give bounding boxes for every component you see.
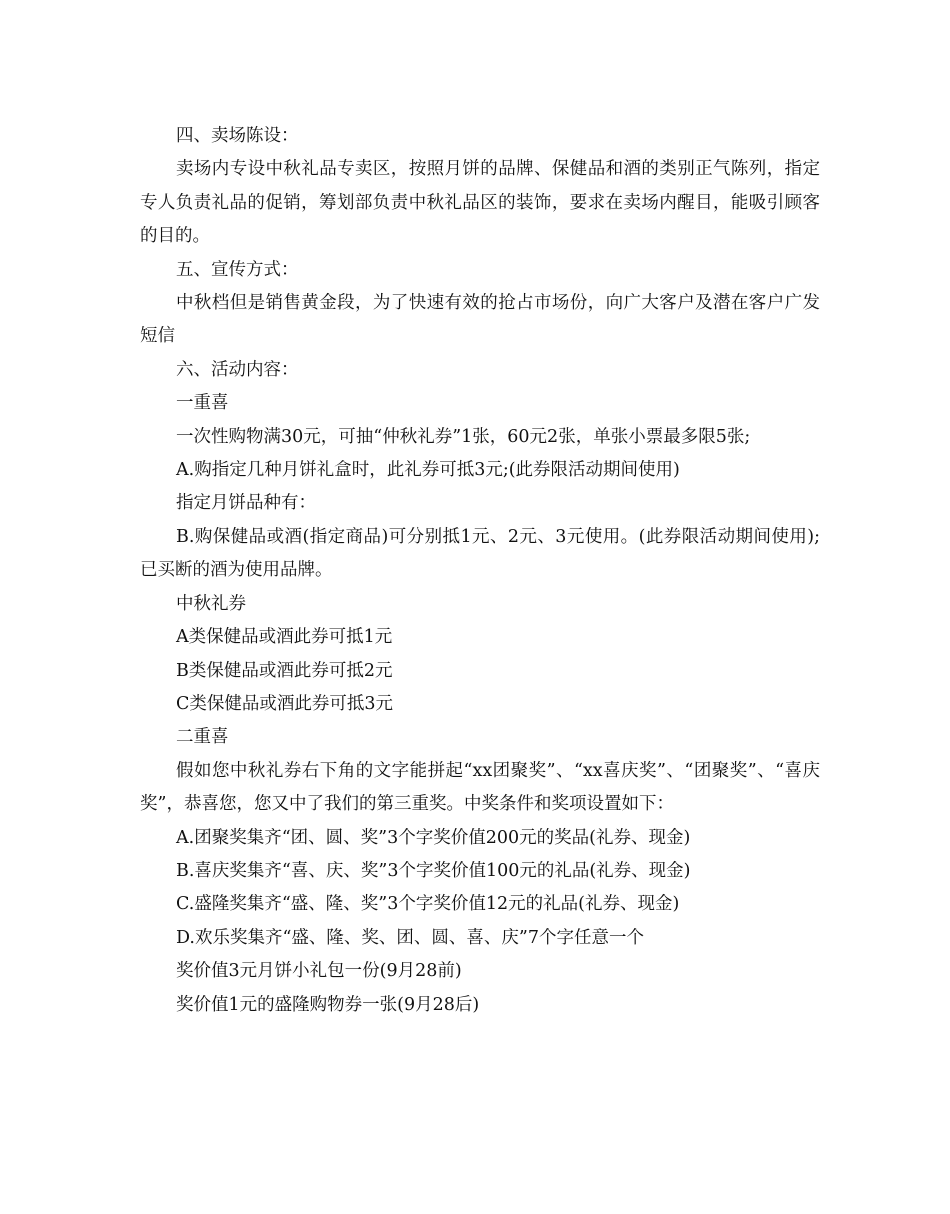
document-body — [140, 120, 820, 1022]
subheading-first-prize: 一重喜 — [176, 393, 229, 414]
section-heading-promotion: 五、宣传方式： — [176, 259, 299, 280]
list-item-voucher-c: C类保健品或酒此券可抵3元 — [176, 693, 394, 714]
subheading-second-prize: 二重喜 — [176, 727, 229, 748]
paragraph-promotion-detail: 中秋档但是销售黄金段，为了快速有效的抢占市场份，向广大客户及潜在客户广发短信 — [140, 293, 820, 347]
list-item-prize-d: D.欢乐奖集齐“盛、隆、奖、团、圆、喜、庆”7个字任意一个 — [176, 927, 644, 948]
paragraph-first-prize-rule: 一次性购物满30元，可抽“仲秋礼券”1张，60元2张，单张小票最多限5张; — [176, 426, 751, 447]
paragraph-mooncake-varieties: 指定月饼品种有： — [176, 493, 316, 514]
subheading-voucher: 中秋礼券 — [176, 593, 246, 614]
list-item-prize-b: B.喜庆奖集齐“喜、庆、奖”3个字奖价值100元的礼品(礼券、现金) — [176, 860, 691, 881]
section-heading-display: 四、卖场陈设： — [176, 126, 299, 146]
list-item-voucher-a: A类保健品或酒此券可抵1元 — [176, 627, 393, 648]
list-item-option-b: B.购保健品或酒(指定商品)可分别抵1元、2元、3元使用。(此券限活动期间使用);已买断的酒为使用品牌。 — [140, 526, 820, 581]
paragraph-second-prize-rule: 假如您中秋礼券右下角的文字能拼起“xx团聚奖”、“xx喜庆奖”、“团聚奖”、“喜庆奖”，恭喜您，您又中了我们的第三重奖。中奖条件和奖项设置如下： — [140, 760, 820, 815]
list-item-option-a: A.购指定几种月饼礼盒时，此礼券可抵3元;(此券限活动期间使用) — [176, 460, 680, 481]
list-item-prize-after: 奖价值1元的盛隆购物券一张(9月28后) — [176, 994, 480, 1015]
list-item-prize-a: A.团聚奖集齐“团、圆、奖”3个字奖价值200元的奖品(礼券、现金) — [176, 827, 691, 848]
paragraph-display-detail: 卖场内专设中秋礼品专卖区，按照月饼的品牌、保健品和酒的类别正气陈列，指定专人负责礼品的促销，筹划部负责中秋礼品区的装饰，要求在卖场内醒目，能吸引顾客的目的。 — [140, 159, 820, 247]
list-item-voucher-b: B类保健品或酒此券可抵2元 — [176, 660, 393, 681]
list-item-prize-before: 奖价值3元月饼小礼包一份(9月28前) — [176, 961, 462, 982]
list-item-prize-c: C.盛隆奖集齐“盛、隆、奖”3个字奖价值12元的礼品(礼券、现金) — [176, 894, 680, 915]
section-heading-activities: 六、活动内容： — [176, 359, 299, 380]
